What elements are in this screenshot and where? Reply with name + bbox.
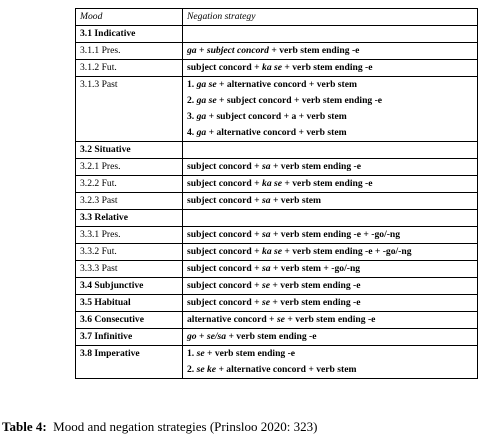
negation-strategy-cell — [183, 26, 478, 43]
strategy-line — [187, 346, 473, 362]
negation-strategy-cell — [183, 142, 478, 159]
mood-section-row — [76, 295, 478, 312]
negation-strategy-cell — [183, 193, 478, 210]
term-text: + verb stem ending -e + -go/-ng — [282, 246, 412, 257]
negation-strategy-cell — [183, 346, 478, 379]
term-text: + verb stem ending -e — [270, 161, 362, 172]
mood-section-row — [76, 26, 478, 43]
table-caption — [2, 419, 317, 435]
strategy-line — [187, 362, 473, 378]
strategy-line — [187, 109, 473, 125]
negation-strategy-cell — [183, 295, 478, 312]
term-text: + verb stem + -go/-ng — [270, 263, 361, 274]
mood-subrow — [76, 227, 478, 244]
mood-cell: 3.6 Consecutive — [76, 312, 183, 329]
mood-section-row — [76, 210, 478, 227]
term-text: + verb stem ending -e — [270, 280, 361, 291]
term-text: + verb stem ending -e — [284, 314, 376, 325]
mood-section-row — [76, 312, 478, 329]
term-text: + verb stem ending -e — [282, 62, 373, 73]
term-italic: ka se — [262, 246, 282, 257]
mood-cell: 3.3.1 Pres. — [76, 227, 183, 244]
term-italic: se — [196, 348, 205, 359]
negation-strategy-cell — [183, 210, 478, 227]
mood-cell: 3.2 Situative — [76, 142, 183, 159]
negation-strategy-cell — [183, 43, 478, 60]
term-italic: sa — [262, 263, 271, 274]
term-italic: ga se — [196, 79, 217, 90]
term-text: subject concord + — [187, 195, 263, 206]
term-text: 2. — [187, 95, 197, 106]
term-text: + subject concord + a + verb stem — [206, 111, 347, 122]
mood-section-row — [76, 142, 478, 159]
term-text: 4. — [187, 127, 197, 138]
term-italic: se/sa — [206, 331, 227, 342]
mood-subrow — [76, 159, 478, 176]
term-italic: ga se — [196, 95, 217, 106]
mood-subrow — [76, 77, 478, 142]
caption-text: Mood and negation strategies (Prinsloo 2020: 323) — [53, 419, 318, 434]
mood-subrow — [76, 60, 478, 77]
term-text: + verb stem ending -e — [268, 45, 360, 56]
strategy-line — [187, 93, 473, 109]
negation-strategy-cell — [183, 60, 478, 77]
negation-strategy-cell — [183, 244, 478, 261]
term-text: + alternative concord + verb stem — [206, 127, 347, 138]
term-italic: sa — [262, 195, 271, 206]
term-text: + verb stem ending -e — [204, 348, 296, 359]
term-text: 1. — [187, 348, 197, 359]
mood-cell: 3.1 Indicative — [76, 26, 183, 43]
negation-strategy-cell — [183, 261, 478, 278]
mood-cell: 3.5 Habitual — [76, 295, 183, 312]
term-italic: se — [276, 314, 285, 325]
mood-cell: 3.3.2 Fut. — [76, 244, 183, 261]
negation-strategy-cell — [183, 312, 478, 329]
negation-strategy-cell — [183, 227, 478, 244]
term-text: + verb stem — [270, 195, 322, 206]
term-italic: ka se — [262, 178, 282, 189]
term-text: subject concord + — [187, 161, 263, 172]
term-italic: se — [262, 280, 271, 291]
mood-negation-table — [75, 8, 478, 379]
mood-cell: 3.2.1 Pres. — [76, 159, 183, 176]
term-text: subject concord + — [187, 178, 263, 189]
term-text: + verb stem ending -e + -go/-ng — [270, 229, 401, 240]
term-italic: sa — [262, 161, 271, 172]
mood-cell: 3.2.3 Past — [76, 193, 183, 210]
header-mood: Mood — [76, 9, 183, 26]
term-text: + alternative concord + verb stem — [216, 364, 357, 375]
term-text: + — [196, 331, 207, 342]
term-text: 1. — [187, 79, 197, 90]
term-italic: sa — [262, 229, 271, 240]
mood-subrow — [76, 193, 478, 210]
table-header-row — [76, 9, 478, 26]
term-text: subject concord + — [187, 263, 263, 274]
mood-section-row — [76, 329, 478, 346]
term-text: subject concord + — [187, 62, 263, 73]
table-body — [76, 26, 478, 379]
negation-strategy-cell — [183, 329, 478, 346]
mood-cell: 3.3.3 Past — [76, 261, 183, 278]
mood-cell: 3.3 Relative — [76, 210, 183, 227]
term-text: + alternative concord + verb stem — [216, 79, 357, 90]
term-italic: ka se — [262, 62, 282, 73]
term-text: + verb stem ending -e — [226, 331, 317, 342]
mood-section-row — [76, 346, 478, 379]
term-italic: ga — [196, 111, 207, 122]
term-italic: ga — [187, 45, 197, 56]
term-text: subject concord + — [187, 280, 263, 291]
negation-strategy-cell — [183, 176, 478, 193]
term-italic: se ke — [196, 364, 217, 375]
negation-strategy-cell — [183, 278, 478, 295]
term-text: 2. — [187, 364, 197, 375]
term-text: subject concord + — [187, 297, 263, 308]
term-italic: ga — [196, 127, 207, 138]
strategy-line — [187, 125, 473, 141]
term-text: subject concord + — [187, 246, 263, 257]
mood-cell: 3.8 Imperative — [76, 346, 183, 379]
term-text: + — [196, 45, 207, 56]
caption-label: Table 4: — [2, 419, 47, 434]
header-negation-strategy: Negation strategy — [183, 9, 478, 26]
mood-subrow — [76, 244, 478, 261]
mood-cell: 3.1.2 Fut. — [76, 60, 183, 77]
mood-subrow — [76, 176, 478, 193]
mood-cell: 3.2.2 Fut. — [76, 176, 183, 193]
mood-cell: 3.7 Infinitive — [76, 329, 183, 346]
term-text: + verb stem ending -e — [270, 297, 361, 308]
negation-strategy-cell — [183, 77, 478, 142]
term-text: + verb stem ending -e — [282, 178, 373, 189]
mood-cell: 3.1.1 Pres. — [76, 43, 183, 60]
mood-subrow — [76, 261, 478, 278]
mood-cell: 3.1.3 Past — [76, 77, 183, 142]
mood-section-row — [76, 278, 478, 295]
term-text: 3. — [187, 111, 197, 122]
term-italic: subject concord — [206, 45, 269, 56]
term-text: alternative concord + — [187, 314, 277, 325]
negation-strategy-cell — [183, 159, 478, 176]
term-italic: go — [187, 331, 197, 342]
table-container — [75, 8, 478, 379]
mood-cell: 3.4 Subjunctive — [76, 278, 183, 295]
term-text: subject concord + — [187, 229, 263, 240]
mood-subrow — [76, 43, 478, 60]
term-text: + subject concord + verb stem ending -e — [216, 95, 383, 106]
strategy-line — [187, 77, 473, 93]
term-italic: se — [262, 297, 271, 308]
